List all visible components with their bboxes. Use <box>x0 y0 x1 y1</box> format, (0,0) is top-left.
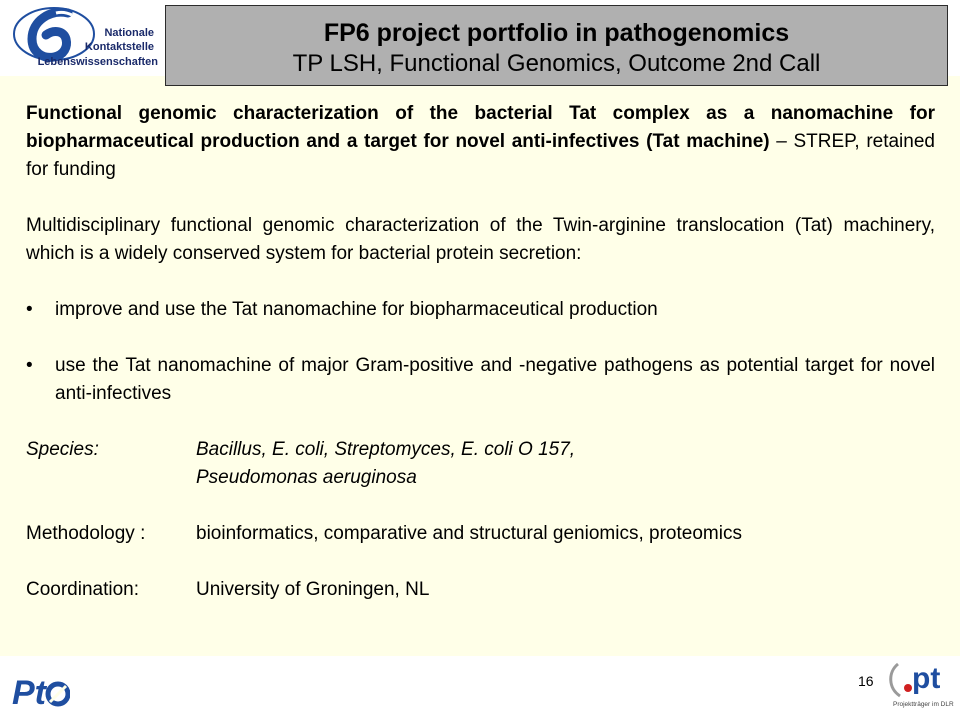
bullet-text: use the Tat nanomachine of major Gram-positive and -negative pathogens as potential target for novel anti-infectives <box>55 355 935 404</box>
slide-subtitle: TP LSH, Functional Genomics, Outcome 2nd Call <box>292 50 821 77</box>
species-label: Species: <box>26 439 99 460</box>
project-title <box>26 100 935 184</box>
slide-title: FP6 project portfolio in pathogenomics <box>323 19 790 47</box>
footer-band <box>0 656 960 720</box>
page-number: 16 <box>858 673 874 689</box>
methodology-value: bioinformatics, comparative and structural geniomics, proteomics <box>196 523 742 544</box>
slide-content <box>26 100 935 604</box>
bullet-text: improve and use the Tat nanomachine for biopharmaceutical production <box>55 299 658 320</box>
species-block <box>26 436 935 492</box>
pt-dlr-logo-icon <box>884 658 954 702</box>
species-value-line-1: Bacillus, E. coli, Streptomyces, E. coli O 157, <box>196 439 576 460</box>
methodology-row <box>26 520 935 548</box>
pt-logo <box>12 672 70 715</box>
pt-logo-icon <box>12 672 70 710</box>
project-type: – STREP, retained for funding <box>26 131 935 180</box>
project-title-bold: Functional genomic characterization of the bacterial Tat complex as a nanomachine for biopharmaceutical production and a target for novel anti-infectives (Tat machine) <box>26 103 935 152</box>
title-box <box>165 5 948 86</box>
bullet-item <box>26 296 935 324</box>
coordination-label: Coordination: <box>26 579 140 600</box>
coordination-value: University of Groningen, NL <box>196 579 430 600</box>
bullet-icon: • <box>26 299 33 320</box>
nks-logo <box>0 0 162 72</box>
methodology-label: Methodology : <box>26 523 146 544</box>
bullet-item <box>26 352 935 408</box>
coordination-row <box>26 576 935 604</box>
species-value-line-2: Pseudomonas aeruginosa <box>196 467 417 488</box>
pt-dlr-caption: Projektträger im DLR <box>893 701 954 708</box>
pt-dlr-logo-text: pt <box>912 662 941 695</box>
pt-logo-text: Pt <box>12 674 46 710</box>
logo-text-line-3: Lebenswissenschaften <box>37 56 158 68</box>
bullet-icon: • <box>26 355 33 376</box>
logo-text-line-1: Nationale <box>104 27 154 39</box>
logo-text-line-2: Kontaktstelle <box>84 41 154 53</box>
project-description: Multidisciplinary functional genomic characterization of the Twin-arginine translocation (Tat) machinery, which is a widely conserved system for bacterial protein secretion: <box>26 215 935 264</box>
